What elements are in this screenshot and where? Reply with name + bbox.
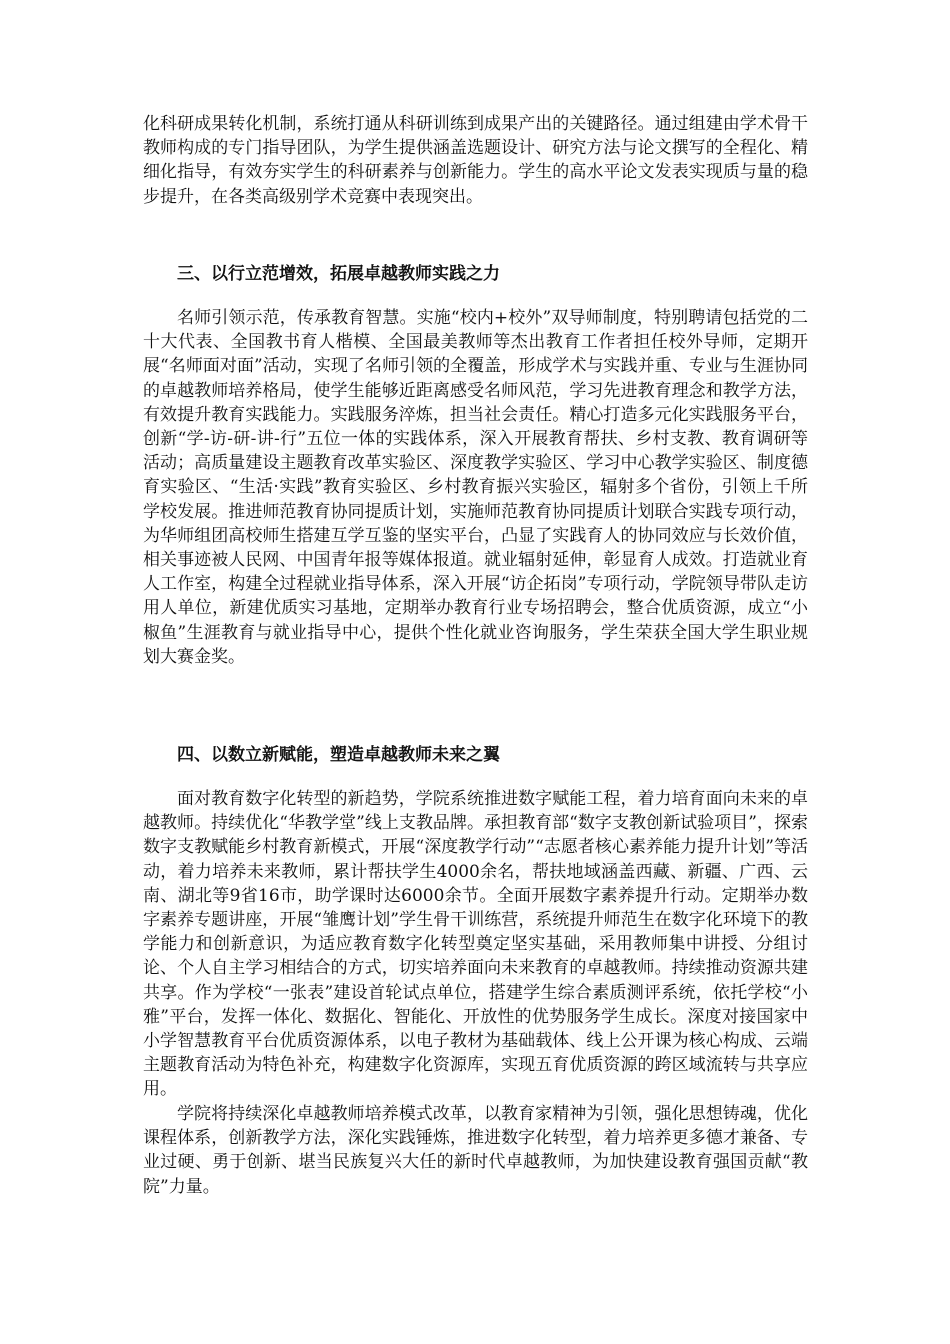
body-paragraph-conclusion: 学院将持续深化卓越教师培养模式改革，以教育家精神为引领，强化思想铸魂，优化课程体系，创新教学方法，深化实践锤炼，推进数字化转型，着力培养更多德才兼备、专业过硬、勇于创新、堪当民族复兴大任的新时代卓越教师，为加快建设教育强国贡献“教院”力量。 [143,1104,808,1197]
section-heading-practice: 三、以行立范增效，拓展卓越教师实践之力 [177,264,500,284]
body-paragraph-practice: 名师引领示范，传承教育智慧。实施“校内+校外”双导师制度，特别聘请包括党的二十大代表、全国教书育人楷模、全国最美教师等杰出教育工作者担任校外导师，定期开展“名师面对面”活动，实现了名师引领的全覆盖，形成学术与实践并重、专业与生涯协同的卓越教师培养格局，使学生能够近距离感受名师风范，学习先进教育理念和教学方法，有效提升教育实践能力。实践服务淬炼，担当社会责任。精心打造多元化实践服务平台，创新“学-访-研-讲-行”五位一体的实践体系，深入开展教育帮扶、乡村支教、教育调研等活动；高质量建设主题教育改革实验区、深度教学实验区、学习中心教学实验区、制度德育实验区、“生活·实践”教育实验区、乡村教育振兴实验区，辐射多个省份，引领上千所学校发展。推进师范教育协同提质计划，实施师范教育协同提质计划联合实践专项行动，为华师组团高校师生搭建互学互鉴的坚实平台，凸显了实践育人的协同效应与长效价值，相关事迹被人民网、中国青年报等媒体报道。就业辐射延伸，彰显育人成效。打造就业育人工作室，构建全过程就业指导体系，深入开展“访企拓岗”专项行动，学院领导带队走访用人单位，新建优质实习基地，定期举办教育行业专场招聘会，整合优质资源，成立“小椒鱼”生涯教育与就业指导中心，提供个性化就业咨询服务，学生荣获全国大学生职业规划大赛金奖。 [143,308,808,667]
body-paragraph-research: 化科研成果转化机制，系统打通从科研训练到成果产出的关键路径。通过组建由学术骨干教师构成的专门指导团队，为学生提供涵盖选题设计、研究方法与论文撰写的全程化、精细化指导，有效夯实学生的科研素养与创新能力。学生的高水平论文发表实现质与量的稳步提升，在各类高级别学术竞赛中表现突出。 [143,114,808,207]
body-paragraph-digital: 面对教育数字化转型的新趋势，学院系统推进数字赋能工程，着力培育面向未来的卓越教师。持续优化“华教学堂”线上支教品牌。承担教育部“数字支教创新试验项目”，探索数字支教赋能乡村教育新模式，开展“深度教学行动”“志愿者核心素养能力提升计划”等活动，着力培养未来教师，累计帮扶学生4000余名，帮扶地域涵盖西藏、新疆、广西、云南、湖北等9省16市，助学课时达6000余节。全面开展数字素养提升行动。定期举办数字素养专题讲座，开展“雏鹰计划”学生骨干训练营，系统提升师范生在数字化环境下的教学能力和创新意识，为适应教育数字化转型奠定坚实基础，采用教师集中讲授、分组讨论、个人自主学习相结合的方式，切实培养面向未来教育的卓越教师。持续推动资源共建共享。作为学校“一张表”建设首轮试点单位，搭建学生综合素质测评系统，依托学校“小雅”平台，发挥一体化、数据化、智能化、开放性的优势服务学生成长。深度对接国家中小学智慧教育平台优质资源体系，以电子教材为基础载体、线上公开课为核心构成、云端主题教育活动为特色补充，构建数字化资源库，实现五育优质资源的跨区域流转与共享应用。 [143,789,808,1100]
section-heading-digital: 四、以数立新赋能，塑造卓越教师未来之翼 [177,745,500,765]
